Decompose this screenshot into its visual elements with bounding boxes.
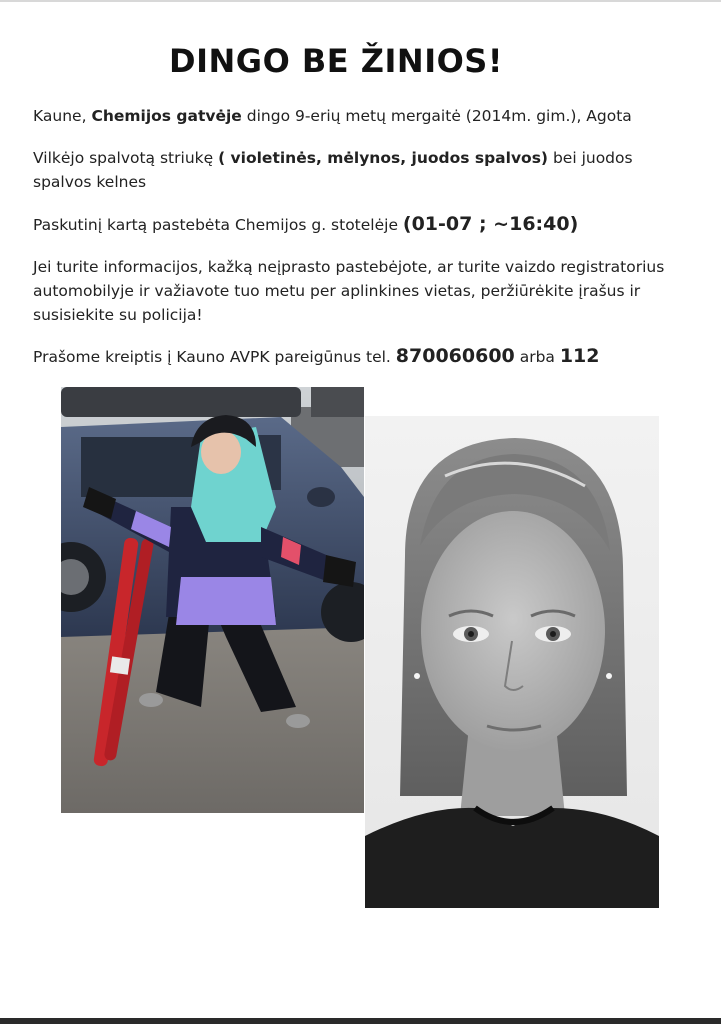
street-name: Chemijos gatvėje <box>91 107 242 125</box>
paragraph-contact <box>33 344 683 369</box>
text-segment: dingo 9-erių metų mergaitė (2014m. gim.), Agota <box>241 107 632 125</box>
text-segment: Kaune, <box>33 107 92 125</box>
paragraph-appeal: Jei turite informacijos, kažką neįprasto pastebėjote, ar turite vaizdo registratorius automobilyje ir važiavote tuo metu per aplinkines vietas, peržiūrėkite įrašus ir susisiekite su policija! <box>33 258 665 324</box>
paragraph-last-seen <box>33 212 683 237</box>
last-seen-time: (01-07 ; ~16:40) <box>402 213 579 235</box>
paragraph-location <box>33 104 683 128</box>
poster-title: DINGO BE ŽINIOS! <box>169 42 503 80</box>
text-segment: bei juodos spalvos kelnes <box>33 149 633 191</box>
text-segment: arba <box>514 348 560 366</box>
photo-portrait <box>365 416 659 908</box>
text-segment: Paskutinį kartą pastebėta Chemijos g. stotelėje <box>33 216 403 234</box>
text-segment: Prašome kreiptis į Kauno AVPK pareigūnus tel. <box>33 348 396 366</box>
phone-number[interactable]: 870060600 <box>395 345 515 367</box>
bottom-rule <box>0 1018 721 1024</box>
top-rule <box>0 0 721 2</box>
text-segment: Vilkėjo spalvotą striukę <box>33 149 219 167</box>
paragraph-clothing <box>33 146 683 194</box>
photo-girl-with-skis <box>61 387 364 813</box>
jacket-colors: ( violetinės, mėlynos, juodos spalvos) <box>218 149 549 167</box>
emergency-number[interactable]: 112 <box>559 345 600 367</box>
